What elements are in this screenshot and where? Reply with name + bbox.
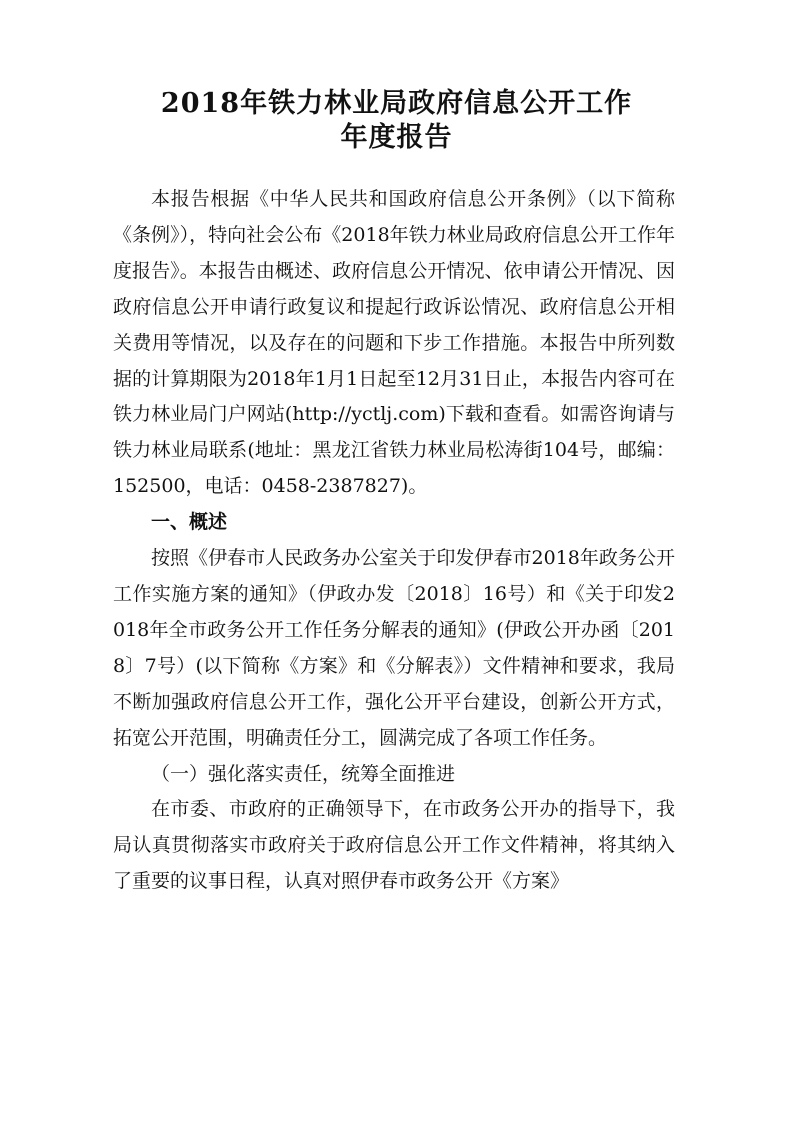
- document-title-line-2: 年度报告: [340, 122, 453, 153]
- intro-paragraph: 本报告根据《中华人民共和国政府信息公开条例》（以下简称《条例》），特向社会公布《2018年铁力林业局政府信息公开工作年度报告》。本报告由概述、政府信息公开情况、依申请公开情况、因政府信息公开申请行政复议和提起行政诉讼情况、政府信息公开相关费用等情况，以及存在的问题和下步工作措施。本报告中所列数据的计算期限为2018年1月1日起至12月31日止，本报告内容可在铁力林业局门户网站(http://yctlj.com)下载和查看。如需咨询请与铁力林业局联系(地址：黑龙江省铁力林业局松涛街104号，邮编：152500，电话：0458-2387827)。: [113, 188, 675, 498]
- section-heading-overview: 一、概述: [151, 511, 228, 534]
- subsection-paragraph-responsibility: 在市委、市政府的正确领导下，在市政务公开办的指导下，我局认真贯彻落实市政府关于政府信息公开工作文件精神，将其纳入了重要的议事日程，认真对照伊春市政务公开《方案》: [113, 798, 675, 893]
- subsection-heading-responsibility: （一）强化落实责任，统筹全面推进: [151, 762, 456, 785]
- document-body: [113, 182, 675, 900]
- document-title-line-1: 2018年铁力林业局政府信息公开工作: [160, 88, 633, 119]
- overview-paragraph: 按照《伊春市人民政务办公室关于印发伊春市2018年政务公开工作实施方案的通知》（伊政办发〔2018〕16号）和《关于印发2018年全市政务公开工作任务分解表的通知》(伊政公开办函〔2018〕7号）(以下简称《方案》和《分解表》）文件精神和要求，我局不断加强政府信息公开工作，强化公开平台建设，创新公开方式，拓宽公开范围，明确责任分工，圆满完成了各项工作任务。: [113, 547, 675, 749]
